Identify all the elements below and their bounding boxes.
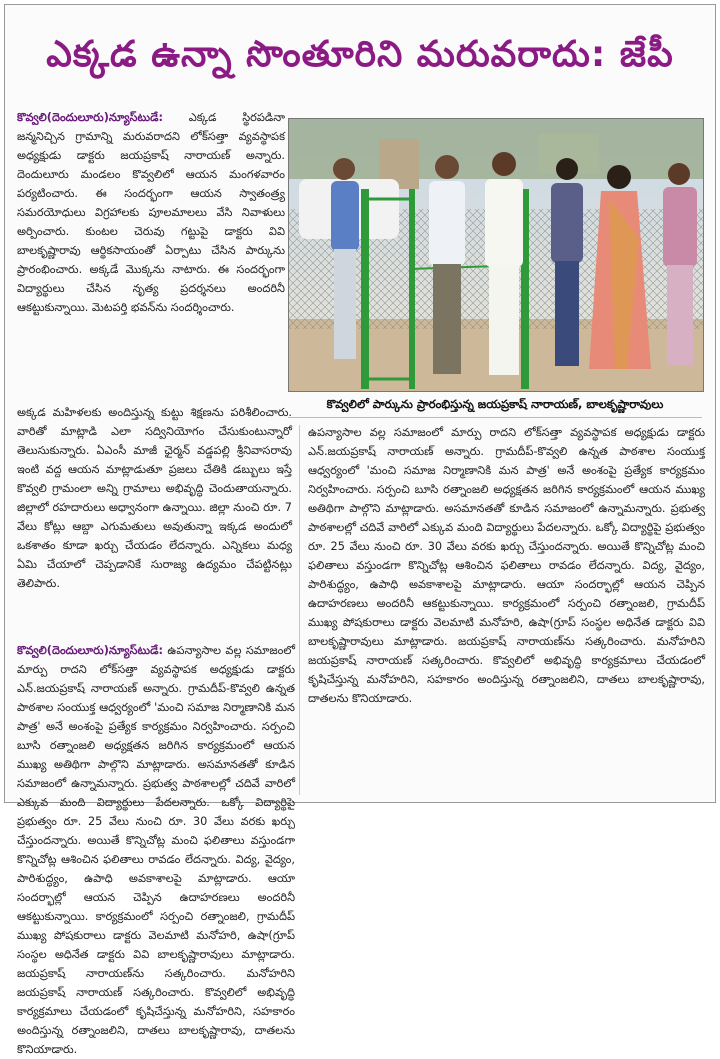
article-1-continued: అక్కడ మహిళలకు అందిస్తున్న కుట్టు శిక్షణను పరిశీలించారు. వారితో మాట్లాడి ఎలా సద్వినియోగం చేసుకుంటున్నారో తెలుసుకున్నారు. ఏఎంసీ మాజీ ఛైర్మన్ వడ్డపల్లి శ్రీనివాసరావు ఇంటి వద్ద ఆయన మాట్లాడుతూ ప్రజలు చేతికి డబ్బులు ఇస్తే కొవ్వలి గ్రామంలా అన్ని గ్రామాలు అభివృద్ధి చెందుతాయన్నారు. జిల్లాలో రహదారులు అధ్వానంగా ఉన్నాయి. జిల్లా నుంచి రూ. 7 వేలు కోట్లు ఆబ్దా ఎగుమతులు అవుతున్నా ఇక్కడ అందులో ఒకశాతం కూడా ఖర్చు చేయడం లేదన్నారు. ఎన్నికలు మధ్య ఏమి చేయాలో చెప్పడానికే సురాజ్య ఉద్యమం చేపట్టినట్లు తెలిపారు. [17,406,292,590]
article-2-paragraph-continued: ఉపన్యాసాల వల్ల సమాజంలో మార్పు రాదని లోక్‌సత్తా వ్యవస్థాపక అధ్యక్షుడు డాక్టరు ఎన్.జయప్రకాష్ నారాయణ్ అన్నారు. గ్రామదీప్-కొవ్వలి ఉన్నత పాఠశాల సంయుక్త ఆధ్వర్యంలో 'మంచి సమాజ నిర్మాణానికి మన పాత్ర' అనే అంశంపై ప్రత్యేక కార్యక్రమం నిర్వహించారు. సర్పంచి బూసి రత్నాంజలి అధ్యక్షతన జరిగిన కార్యక్రమంలో ఆయన ముఖ్య అతిథిగా పాల్గొని మాట్లాడారు. అసమానతతో కూడిన సమాజంలో ఉన్నామన్నారు. ప్రభుత్వ పాఠశాలల్లో చదివే వారిలో ఎక్కువ మంది విద్యార్థులు పేదలన్నారు. ఒక్కో విద్యార్థిపై ప్రభుత్వం రూ. 25 వేలు నుంచి రూ. 30 వేలు వరకు ఖర్చు చేస్తుందన్నారు. అయితే కొన్నిచోట్ల మంచి ఫలితాలు వస్తుండగా కొన్నిచోట్ల ఆశించిన ఫలితాలు రావడం లేదన్నారు. విద్య, వైద్యం, పారిశుద్ధ్యం, ఉపాధి అవకాశాలపై మాట్లాడారు. ఆయా సందర్భాల్లో ఆయన చెప్పిన ఉదాహరణలు అందరినీ ఆకట్టుకున్నాయి. కార్యక్రమంలో సర్పంచి రత్నాంజలి, గ్రామదీప్ ముఖ్య పోషకురాలు డాక్టరు వెలమాటి మనోహరి, ఉషా(గ్రూప్ సంస్థల అధినేత డాక్టరు వివి బాలకృష్ణారావులు మాట్లాడారు. జయప్రకాష్ నారాయణ్‌ను సత్కరించారు. మనోహరిని జయప్రకాష్ నారాయణ్ సత్కరించారు. కొవ్వలిలో అభివృద్ధి కార్యక్రమాలు చేయడంలో కృషిచేస్తున్న మనోహరిని, సహకారం అందిస్తున్న రత్నాంజలిని, దాతలు బాలకృష్ణారావు, దాతలను కొనియాడారు. [308,426,705,705]
person-2 [429,155,465,374]
photo-caption: కొవ్వలిలో పార్కును ప్రారంభిస్తున్న జయప్రకాష్ నారాయణ్, బాలకృష్ణారావులు [288,393,702,418]
news-photo [288,118,704,392]
person-6 [663,163,697,365]
article-2-intro [17,641,295,1056]
photo-illustration [289,119,703,391]
article-2-dateline: కొవ్వలి(దెందులూరు)న్యూస్‌టుడే: [17,644,163,657]
newspaper-clipping [4,4,716,1056]
article-2-paragraph: ఉపన్యాసాల వల్ల సమాజంలో మార్పు రాదని లోక్‌సత్తా వ్యవస్థాపక అధ్యక్షుడు డాక్టరు ఎన్.జయప్రకాష్ నారాయణ్ అన్నారు. గ్రామదీప్-కొవ్వలి ఉన్నత పాఠశాల సంయుక్త ఆధ్వర్యంలో 'మంచి సమాజ నిర్మాణానికి మన పాత్ర' అనే అంశంపై ప్రత్యేక కార్యక్రమం నిర్వహించారు. సర్పంచి బూసి రత్నాంజలి అధ్యక్షతన జరిగిన కార్యక్రమంలో ఆయన ముఖ్య అతిథిగా పాల్గొని మాట్లాడారు. అసమానతతో కూడిన సమాజంలో ఉన్నామన్నారు. ప్రభుత్వ పాఠశాలల్లో చదివే వారిలో ఎక్కువ మంది విద్యార్థులు పేదలన్నారు. ఒక్కో విద్యార్థిపై ప్రభుత్వం రూ. 25 వేలు నుంచి రూ. 30 వేలు వరకు ఖర్చు చేస్తుందన్నారు. అయితే కొన్నిచోట్ల మంచి ఫలితాలు వస్తుండగా కొన్నిచోట్ల ఆశించిన ఫలితాలు రావడం లేదన్నారు. విద్య, వైద్యం, పారిశుద్ధ్యం, ఉపాధి అవకాశాలపై మాట్లాడారు. ఆయా సందర్భాల్లో ఆయన చెప్పిన ఉదాహరణలు అందరినీ ఆకట్టుకున్నాయి. కార్యక్రమంలో సర్పంచి రత్నాంజలి, గ్రామదీప్ ముఖ్య పోషకురాలు డాక్టరు వెలమాటి మనోహరి, ఉషా(గ్రూప్ సంస్థల అధినేత డాక్టరు వివి బాలకృష్ణారావులు మాట్లాడారు. జయప్రకాష్ నారాయణ్‌ను సత్కరించారు. మనోహరిని జయప్రకాష్ నారాయణ్ సత్కరించారు. కొవ్వలిలో అభివృద్ధి కార్యక్రమాలు చేయడంలో కృషిచేస్తున్న మనోహరిని, సహకారం అందిస్తున్న రత్నాంజలిని, దాతలు బాలకృష్ణారావు, దాతలను కొనియాడారు. [17,644,295,1056]
article-1-paragraph-top: ఎక్కడ స్థిరపడినా జన్మనిచ్చిన గ్రామాన్ని మరువరాదని లోక్‌సత్తా వ్యవస్థాపక అధ్యక్షుడు డాక్టరు జయప్రకాష్ నారాయణ్ అన్నారు. దెందులూరు మండలం కొవ్వలిలో ఆయన మంగళవారం పర్యటించారు. ఈ సందర్భంగా ఆయన స్వాతంత్ర్య సమరయోధులు విగ్రహాలకు పూలమాలలు వేసి నివాళులు అర్పించారు. కుంటల చెరువు గట్టుపై డాక్టరు వివి బాలకృష్ణారావు ఆర్థికసాయంతో ఏర్పాటు చేసిన పార్కును ప్రారంభించారు. అక్కడే మొక్కను నాటారు. ఈ సందర్భంగా విద్యార్థులు చేసిన నృత్య ప్రదర్శనలు అందరినీ ఆకట్టుకున్నాయి. మెటపర్తి భవన్‌ను సందర్శించారు. [17,111,285,314]
column-divider [299,425,300,795]
person-3 [485,152,523,375]
article-1-intro [17,108,285,398]
person-4 [551,158,583,366]
headline: ఎక్కడ ఉన్నా సొంతూరిని మరువరాదు: జేపీ [46,34,674,75]
article-2-continued [308,423,705,793]
article-1-dateline: కొవ్వలి(దెందులూరు)న్యూస్‌టుడే: [17,111,163,124]
person-1 [331,158,359,359]
